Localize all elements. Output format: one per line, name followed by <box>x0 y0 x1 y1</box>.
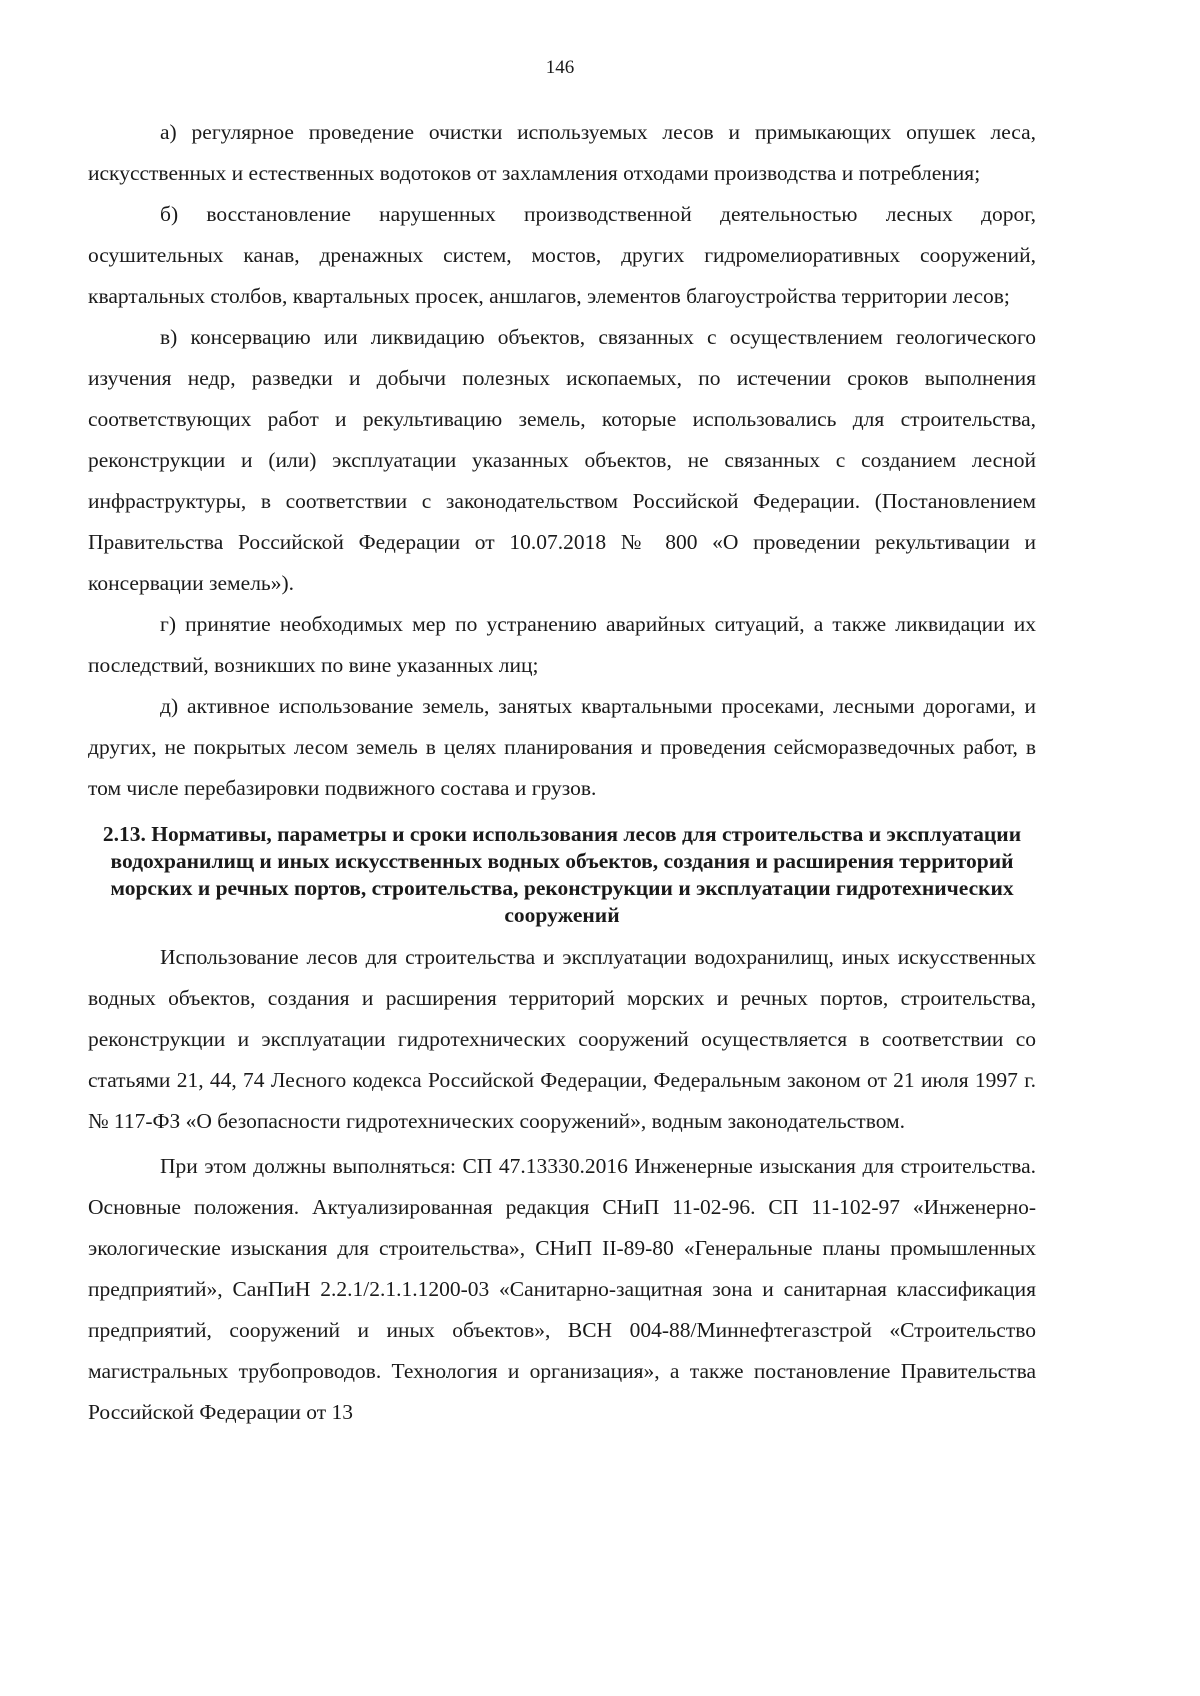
page-number: 146 <box>545 57 575 78</box>
document-body <box>88 112 1036 1433</box>
paragraph-item-v: в) консервацию или ликвидацию объектов, связанных с осуществлением геологического изучения недр, разведки и добычи полезных ископаемых, по истечении сроков выполнения соответствующих работ и рекультивацию земель, которые использовались для строительства, реконструкции и (или) эксплуатации указанных объектов, не связанных с созданием лесной инфраструктуры, в соответствии с законодательством Российской Федерации. (Постановлением Правительства Российской Федерации от 10.07.2018 № 800 «О проведении рекультивации и консервации земель»). <box>88 325 1036 595</box>
paragraph-item-a: а) регулярное проведение очистки используемых лесов и примыкающих опушек леса, искусственных и естественных водотоков от захламления отходами производства и потребления; <box>88 120 1036 185</box>
section-paragraph-1: Использование лесов для строительства и эксплуатации водохранилищ, иных искусственных водных объектов, создания и расширения территорий морских и речных портов, строительства, реконструкции и эксплуатации гидротехнических сооружений осуществляется в соответствии со статьями 21, 44, 74 Лесного кодекса Российской Федерации, Федеральным законом от 21 июля 1997 г. № 117-ФЗ «О безопасности гидротехнических сооружений», водным законодательством. <box>88 945 1036 1133</box>
paragraph-item-g: г) принятие необходимых мер по устранению аварийных ситуаций, а также ликвидации их последствий, возникших по вине указанных лиц; <box>88 612 1036 677</box>
paragraph-item-b: б) восстановление нарушенных производственной деятельностью лесных дорог, осушительных канав, дренажных систем, мостов, других гидромелиоративных сооружений, квартальных столбов, квартальных просек, аншлагов, элементов благоустройства территории лесов; <box>88 202 1036 308</box>
section-2-13 <box>88 821 1036 1433</box>
paragraph-item-d: д) активное использование земель, занятых квартальными просеками, лесными дорогами, и других, не покрытых лесом земель в целях планирования и проведения сейсморазведочных работ, в том числе перебазировки подвижного состава и грузов. <box>88 694 1036 800</box>
section-heading: 2.13. Нормативы, параметры и сроки использования лесов для строительства и эксплуатации водохранилищ и иных искусственных водных объектов, создания и расширения территорий морских и речных портов, строительства, реконструкции и эксплуатации гидротехнических сооружений <box>102 822 1022 927</box>
section-paragraph-2: При этом должны выполняться: СП 47.13330.2016 Инженерные изыскания для строительства. Основные положения. Актуализированная редакция СНиП 11-02-96. СП 11-102-97 «Инженерно-экологические изыскания для строительства», СНиП II-89-80 «Генеральные планы промышленных предприятий», СанПиН 2.2.1/2.1.1.1200-03 «Санитарно-защитная зона и санитарная классификация предприятий, сооружений и иных объектов», ВСН 004-88/Миннефтегазстрой «Строительство магистральных трубопроводов. Технология и организация», а также постановление Правительства Российской Федерации от 13 <box>88 1154 1036 1424</box>
